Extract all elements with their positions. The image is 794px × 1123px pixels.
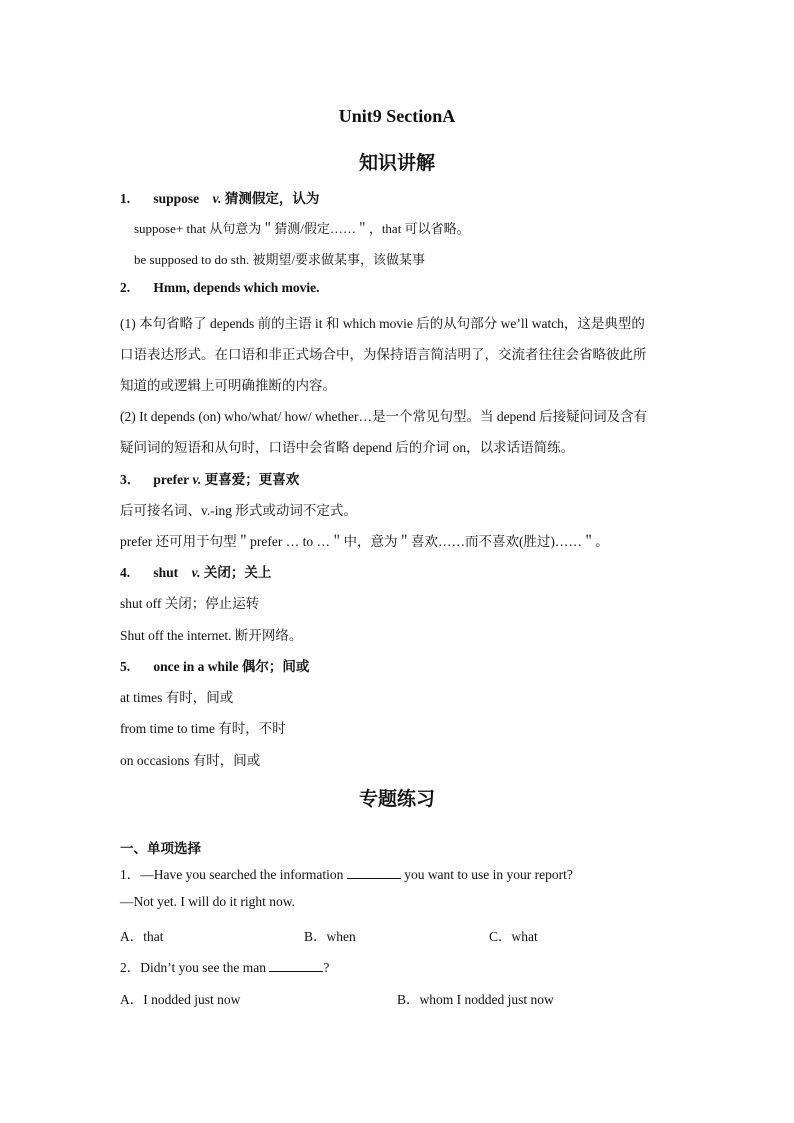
item-meaning: 关闭；关上: [203, 565, 272, 580]
question-2: [120, 956, 329, 976]
item-word: suppose: [153, 191, 200, 206]
item-4-line-2: Shut off the internet. 断开网络。: [120, 628, 303, 643]
item-1-line-2: be supposed to do sth. 被期望/要求做某事，该做某事: [134, 252, 426, 267]
q2-option-b: B．whom I nodded just now: [397, 992, 554, 1007]
item-5-line-2: from time to time 有时，不时: [120, 721, 286, 736]
document-title: Unit9 SectionA: [338, 106, 456, 126]
item-4-line-1: shut off 关闭；停止运转: [120, 596, 260, 611]
item-3-line-1: 后可接名词、v.-ing 形式或动词不定式。: [120, 503, 357, 518]
q1-option-a: A．that: [120, 929, 164, 944]
item-5-line-1: at times 有时，间或: [120, 690, 234, 705]
item-1-line-1: suppose+ that 从句意为＂猜测/假定……＂，that 可以省略。: [134, 221, 470, 236]
item-meaning: 更喜爱；更喜欢: [204, 472, 300, 487]
item-meaning: 偶尔；间或: [241, 659, 310, 674]
item-number: 3．: [120, 472, 141, 487]
item-3-line-2: prefer 还可用于句型＂prefer … to …＂中，意为＂喜欢……而不喜欢(胜过)……＂。: [120, 534, 609, 549]
item-meaning: 猜测假定，认为: [224, 191, 320, 206]
item-5-heading: [120, 655, 309, 675]
item-number: 4.: [120, 565, 131, 580]
section-heading-knowledge: 知识讲解: [358, 152, 435, 174]
item-5-line-3: on occasions 有时，间或: [120, 753, 261, 768]
question-text-end: you want to use in your report?: [404, 867, 573, 882]
item-2-line-1: (1) 本句省略了 depends 前的主语 it 和 which movie 后的从句部分 we’ll watch，这是典型的: [120, 316, 645, 331]
item-3-heading: [120, 468, 299, 488]
item-2-line-5: 疑问词的短语和从句时，口语中会省略 depend 后的介词 on，以求话语简练。: [120, 440, 575, 455]
question-text: 1．—Have you searched the information: [120, 867, 344, 882]
question-1: [120, 863, 573, 883]
part-of-speech: v.: [192, 472, 202, 487]
q2-option-a: A．I nodded just now: [120, 992, 241, 1007]
item-2-line-2: 口语表达形式。在口语和非正式场合中，为保持语言简洁明了，交流者往往会省略彼此所: [120, 347, 647, 362]
item-sentence: Hmm, depends which movie.: [153, 280, 320, 295]
item-word: once in a while: [153, 659, 239, 674]
item-number: 1.: [120, 191, 131, 206]
item-word: shut: [153, 565, 179, 580]
part-of-speech: v.: [212, 191, 222, 206]
item-2-heading: [120, 280, 320, 296]
answer-blank: [269, 959, 323, 972]
q1-option-b: B．when: [304, 929, 356, 944]
item-number: 5.: [120, 659, 131, 674]
item-2-line-4: (2) It depends (on) who/what/ how/ whether…是一个常见句型。当 depend 后接疑问词及含有: [120, 409, 648, 424]
item-word: prefer: [153, 472, 190, 487]
item-number: 2.: [120, 280, 131, 295]
item-1-heading: [120, 187, 319, 207]
item-2-line-3: 知道的或逻辑上可明确推断的内容。: [120, 378, 336, 393]
q1-option-c: C．what: [489, 929, 538, 944]
section-label-single-choice: 一、单项选择: [120, 841, 201, 856]
section-heading-practice: 专题练习: [358, 788, 435, 810]
question-1-reply: —Not yet. I will do it right now.: [120, 894, 295, 909]
question-text-end: ?: [323, 960, 330, 975]
part-of-speech: v.: [191, 565, 201, 580]
item-4-heading: [120, 561, 271, 581]
question-text: 2．Didn’t you see the man: [120, 960, 266, 975]
answer-blank: [347, 866, 401, 879]
